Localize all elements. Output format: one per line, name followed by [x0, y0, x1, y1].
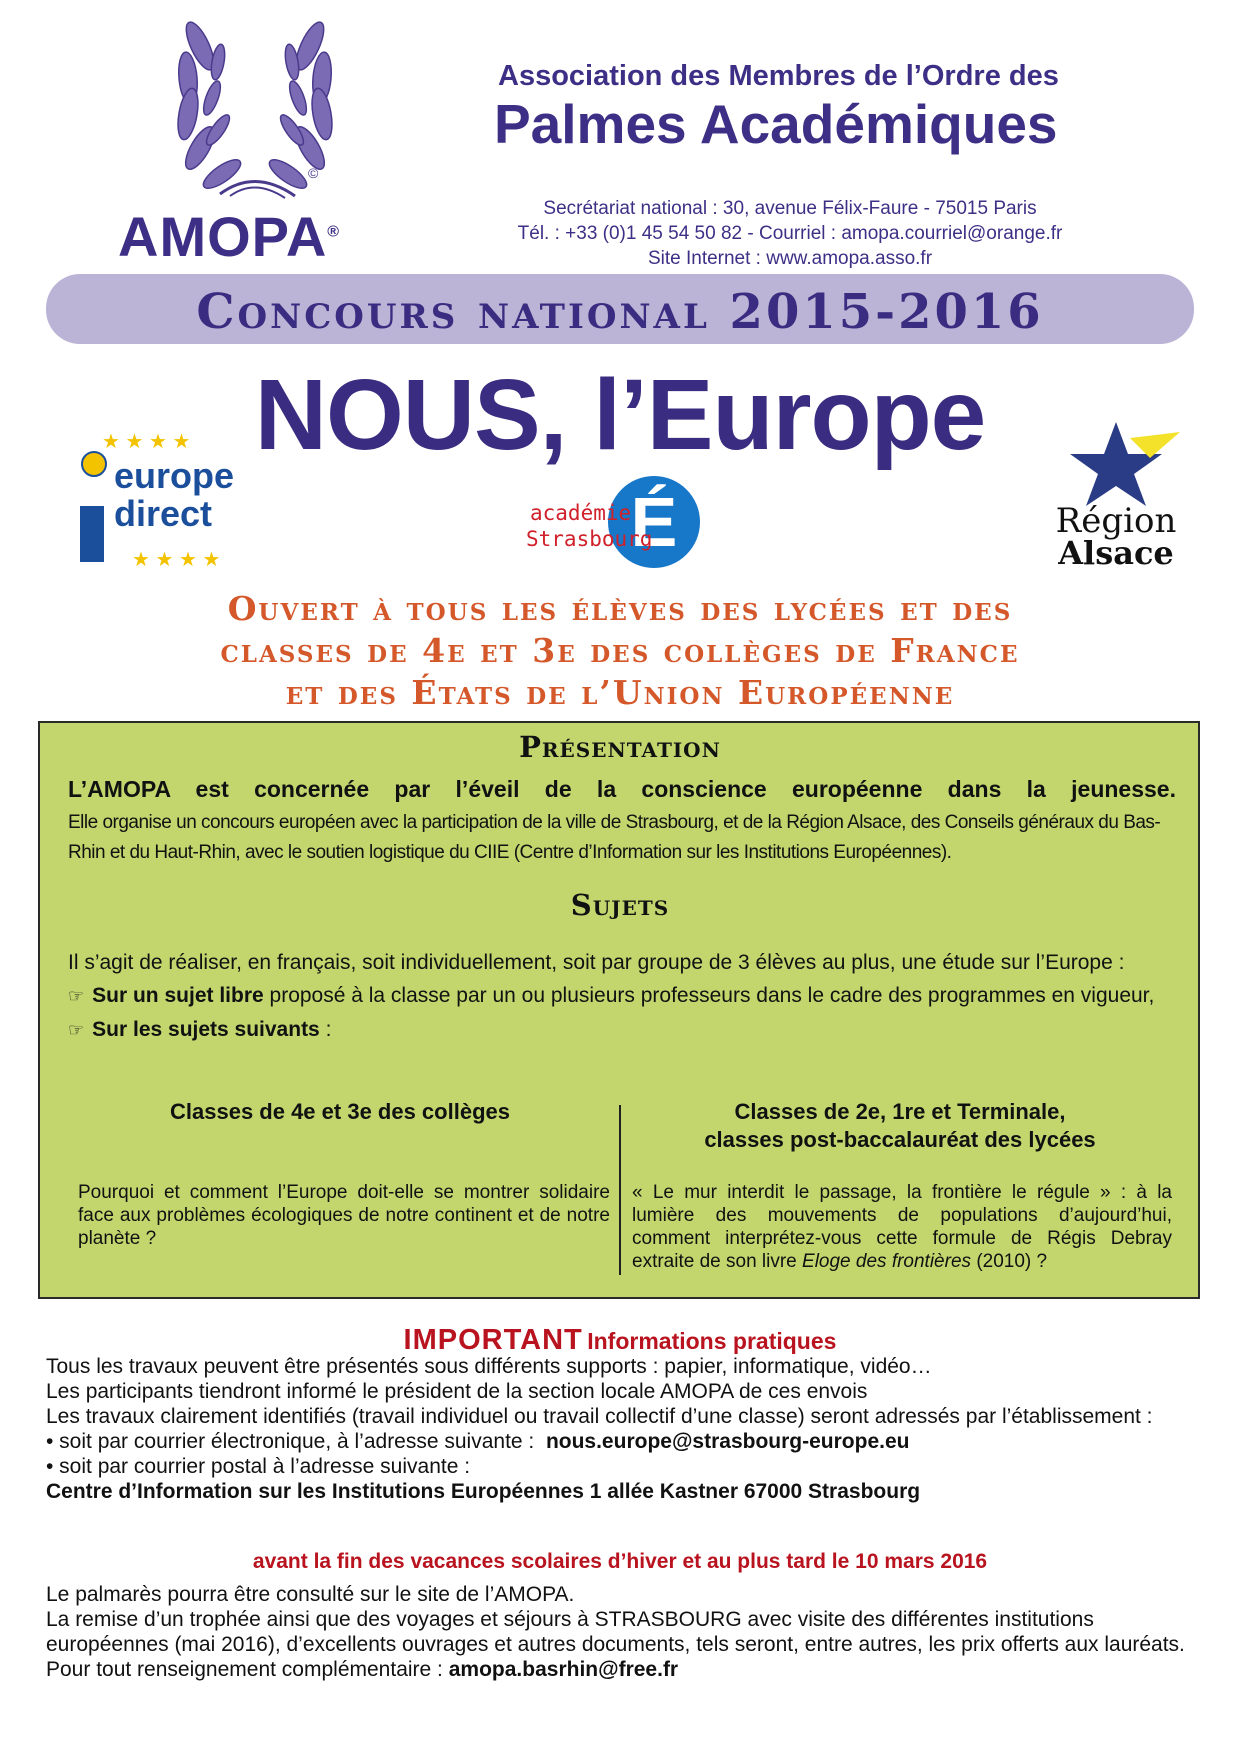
main-title: NOUS, l’Europe	[254, 359, 986, 471]
svg-text:É: É	[630, 483, 678, 561]
sujets-heading: Sujets	[570, 888, 670, 922]
deadline: avant la fin des vacances scolaires d’hiver et au plus tard le 10 mars 2016	[252, 1550, 988, 1573]
svg-text:Alsace: Alsace	[1058, 534, 1174, 568]
college-heading: Classes de 4e et 3e des collèges	[170, 1099, 510, 1124]
lycee-heading: Classes de 2e, 1re et Terminale, classes post-baccalauréat des lycées	[704, 1099, 1096, 1152]
star-icon	[1070, 422, 1162, 506]
pointing-hand-icon: ☞	[68, 986, 85, 1006]
info-email-line: • soit par courrier électronique, à l’adresse suivante : nous.europe@strasbourg-europe.eu	[46, 1430, 910, 1453]
postal-address: Centre d’Information sur les Institutions Européennes 1 allée Kastner 67000 Strasbourg	[46, 1480, 921, 1503]
practical-info	[46, 1354, 1196, 1504]
copyright-mark: ©	[308, 165, 319, 181]
presentation-body: Elle organise un concours européen avec la participation de la ville de Strasbourg, et de la Région Alsace, des Conseils généraux du Bas-Rhin et du Haut-Rhin, avec le soutien logistique du CIIE (Centre d’Information sur les Institutions Européennes).	[68, 812, 1161, 863]
contact-block	[470, 196, 1110, 271]
association-name-line2: Palmes Académiques	[494, 93, 1058, 155]
svg-text:académie: académie	[530, 501, 632, 525]
amopa-wordmark: AMOPA®	[118, 205, 341, 268]
association-name-line1: Association des Membres de l’Ordre des	[498, 60, 1059, 92]
contact-website: Site Internet : www.amopa.asso.fr	[647, 248, 933, 269]
info-i-stem	[80, 506, 104, 562]
closing-line-3: Pour tout renseignement complémentaire : amopa.basrhin@free.fr	[46, 1658, 679, 1681]
submission-email[interactable]: nous.europe@strasbourg-europe.eu	[545, 1430, 910, 1453]
info-line-2: Les participants tiendront informé le président de la section locale AMOPA de ces envois	[46, 1380, 868, 1403]
sujet-libre-item: ☞ Sur un sujet libre proposé à la classe par un ou plusieurs professeurs dans le cadre des programmes en vigueur,	[68, 984, 1155, 1007]
svg-text:Strasbourg: Strasbourg	[526, 527, 653, 551]
lycee-subject: « Le mur interdit le passage, la frontière le régule » : à la lumière des mouvements de populations d’aujourd’hui, comment interprétez-vous cette formule de Régis Debray extraite de son livre Eloge des frontières (2010) ?	[632, 1182, 1172, 1272]
closing-info	[46, 1582, 1196, 1682]
sujets-block	[68, 946, 1176, 1047]
closing-line-2: La remise d’un trophée ainsi que des voyages et séjours à STRASBOURG avec visite des différentes institutions européennes (mai 2016), d’excellents ouvrages et autres documents, tels seront, entre autres, les prix offerts aux lauréats.	[46, 1608, 1185, 1656]
open-to-all-statement	[0, 588, 1240, 714]
academie-strasbourg-logo	[524, 462, 714, 570]
region-alsace-logo	[1050, 418, 1182, 568]
open-line-1: Ouvert à tous les élèves des lycées et des	[227, 589, 1013, 628]
info-line-5: • soit par courrier postal à l’adresse suivante :	[46, 1455, 471, 1478]
open-line-2: classes de 4e et 3e des collèges de France	[220, 631, 1020, 670]
sujets-intro: Il s’agit de réaliser, en français, soit individuellement, soit par groupe de 3 élèves au plus, une étude sur l’Europe :	[68, 951, 1125, 974]
eu-stars-bottom: ★ ★ ★ ★	[132, 549, 221, 570]
info-line-1: Tous les travaux peuvent être présentés sous différents supports : papier, informatique, vidéo…	[46, 1355, 932, 1378]
contact-phone-email: Tél. : +33 (0)1 45 54 50 82 - Courriel : amopa.courriel@orange.fr	[517, 223, 1063, 244]
banner-title: Concours national 2015-2016	[196, 284, 1044, 340]
info-line-3: Les travaux clairement identifiés (travail individuel ou travail collectif d’une classe) seront adressés par l’établissement :	[46, 1405, 1153, 1428]
contact-email[interactable]: amopa.basrhin@free.fr	[448, 1658, 679, 1681]
amopa-palm-wreath-logo	[160, 18, 350, 208]
presentation-lead: L’AMOPA est concernée par l’éveil de la conscience européenne dans la jeunesse.	[68, 776, 1176, 802]
europe-direct-logo	[72, 420, 252, 570]
contact-address: Secrétariat national : 30, avenue Félix-Faure - 75015 Paris	[543, 198, 1037, 219]
presentation-heading: Présentation	[519, 730, 721, 764]
svg-text:europe: europe	[114, 455, 235, 496]
college-subject: Pourquoi et comment l’Europe doit-elle se montrer solidaire face aux problèmes écologiques de notre continent et de notre planète ?	[78, 1182, 610, 1249]
eu-stars-top: ★ ★ ★ ★	[102, 431, 191, 453]
closing-line-1: Le palmarès pourra être consulté sur le site de l’AMOPA.	[46, 1583, 575, 1606]
pointing-hand-icon: ☞	[68, 1020, 85, 1040]
important-title: IMPORTANT Informations pratiques	[403, 1324, 837, 1356]
open-line-3: et des États de l’Union Européenne	[285, 673, 955, 712]
sujets-suivants-item: ☞ Sur les sujets suivants :	[68, 1018, 332, 1041]
column-divider	[619, 1105, 621, 1275]
svg-text:Région: Région	[1055, 501, 1177, 541]
svg-text:direct: direct	[114, 493, 213, 534]
